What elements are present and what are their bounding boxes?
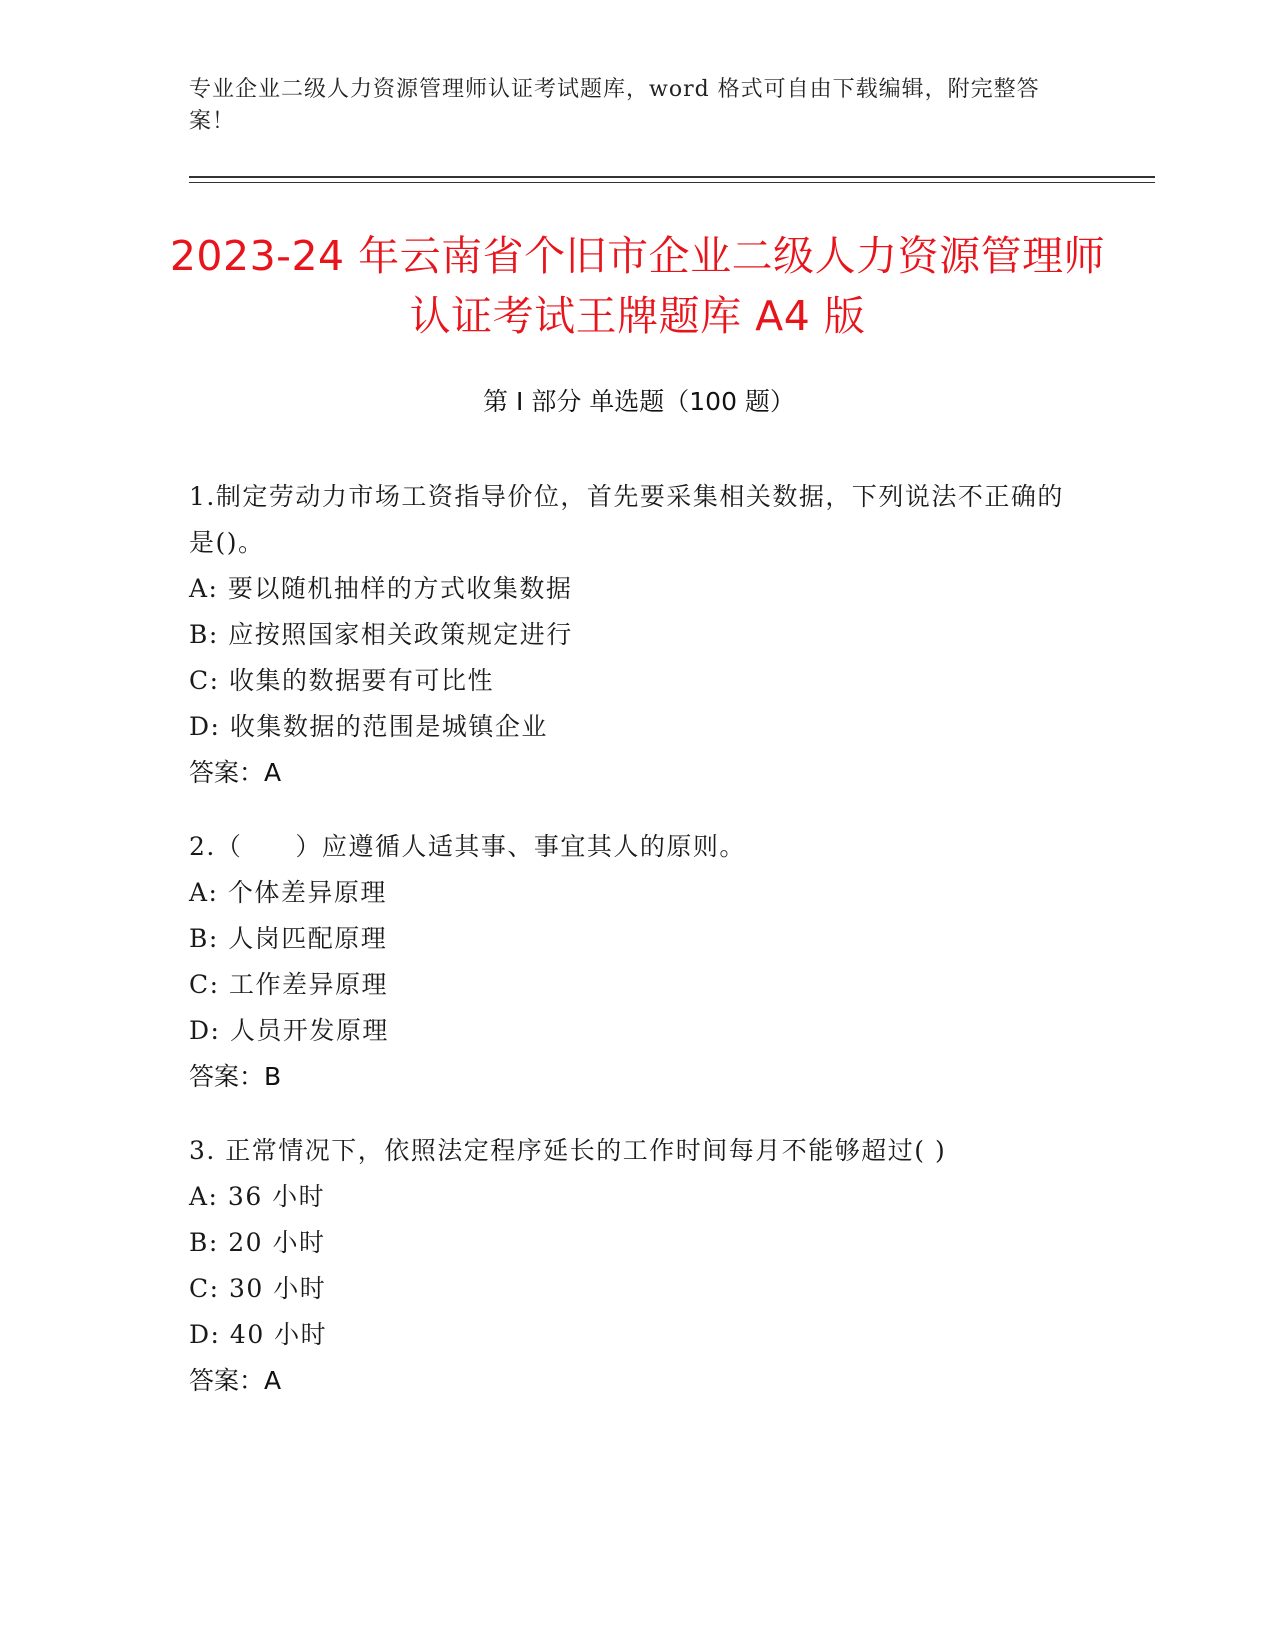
header-divider-thin bbox=[189, 182, 1155, 183]
question-text: 2.（ ）应遵循人适其事、事宜其人的原则。 bbox=[189, 832, 746, 861]
option-b: B: 20 小时 bbox=[189, 1228, 326, 1257]
answer: 答案：A bbox=[189, 758, 282, 787]
question-list bbox=[189, 474, 1069, 1432]
option-d: D: 人员开发原理 bbox=[189, 1016, 389, 1045]
header-divider-thick bbox=[189, 176, 1155, 178]
document-title: 2023-24 年云南省个旧市企业二级人力资源管理师认证考试王牌题库 A4 版 bbox=[169, 232, 1106, 340]
header-note: 专业企业二级人力资源管理师认证考试题库，word 格式可自由下载编辑，附完整答案！ bbox=[189, 77, 1040, 134]
question-text: 1.制定劳动力市场工资指导价位，首先要采集相关数据，下列说法不正确的是()。 bbox=[189, 482, 1064, 557]
option-b: B: 人岗匹配原理 bbox=[189, 924, 388, 953]
question-3 bbox=[189, 1128, 1069, 1404]
section-heading: 第 I 部分 单选题（100 题） bbox=[483, 387, 795, 416]
option-c: C: 工作差异原理 bbox=[189, 970, 388, 999]
option-d: D: 40 小时 bbox=[189, 1320, 328, 1349]
option-d: D: 收集数据的范围是城镇企业 bbox=[189, 712, 548, 741]
option-c: C: 收集的数据要有可比性 bbox=[189, 666, 494, 695]
answer: 答案：B bbox=[189, 1062, 282, 1091]
answer: 答案：A bbox=[189, 1366, 282, 1395]
option-a: A: 36 小时 bbox=[189, 1182, 326, 1211]
option-a: A: 个体差异原理 bbox=[189, 878, 387, 907]
question-1 bbox=[189, 474, 1069, 796]
option-b: B: 应按照国家相关政策规定进行 bbox=[189, 620, 573, 649]
option-c: C: 30 小时 bbox=[189, 1274, 327, 1303]
question-text: 3. 正常情况下，依照法定程序延长的工作时间每月不能够超过( ) bbox=[189, 1136, 947, 1165]
option-a: A: 要以随机抽样的方式收集数据 bbox=[189, 574, 573, 603]
question-2 bbox=[189, 824, 1069, 1100]
